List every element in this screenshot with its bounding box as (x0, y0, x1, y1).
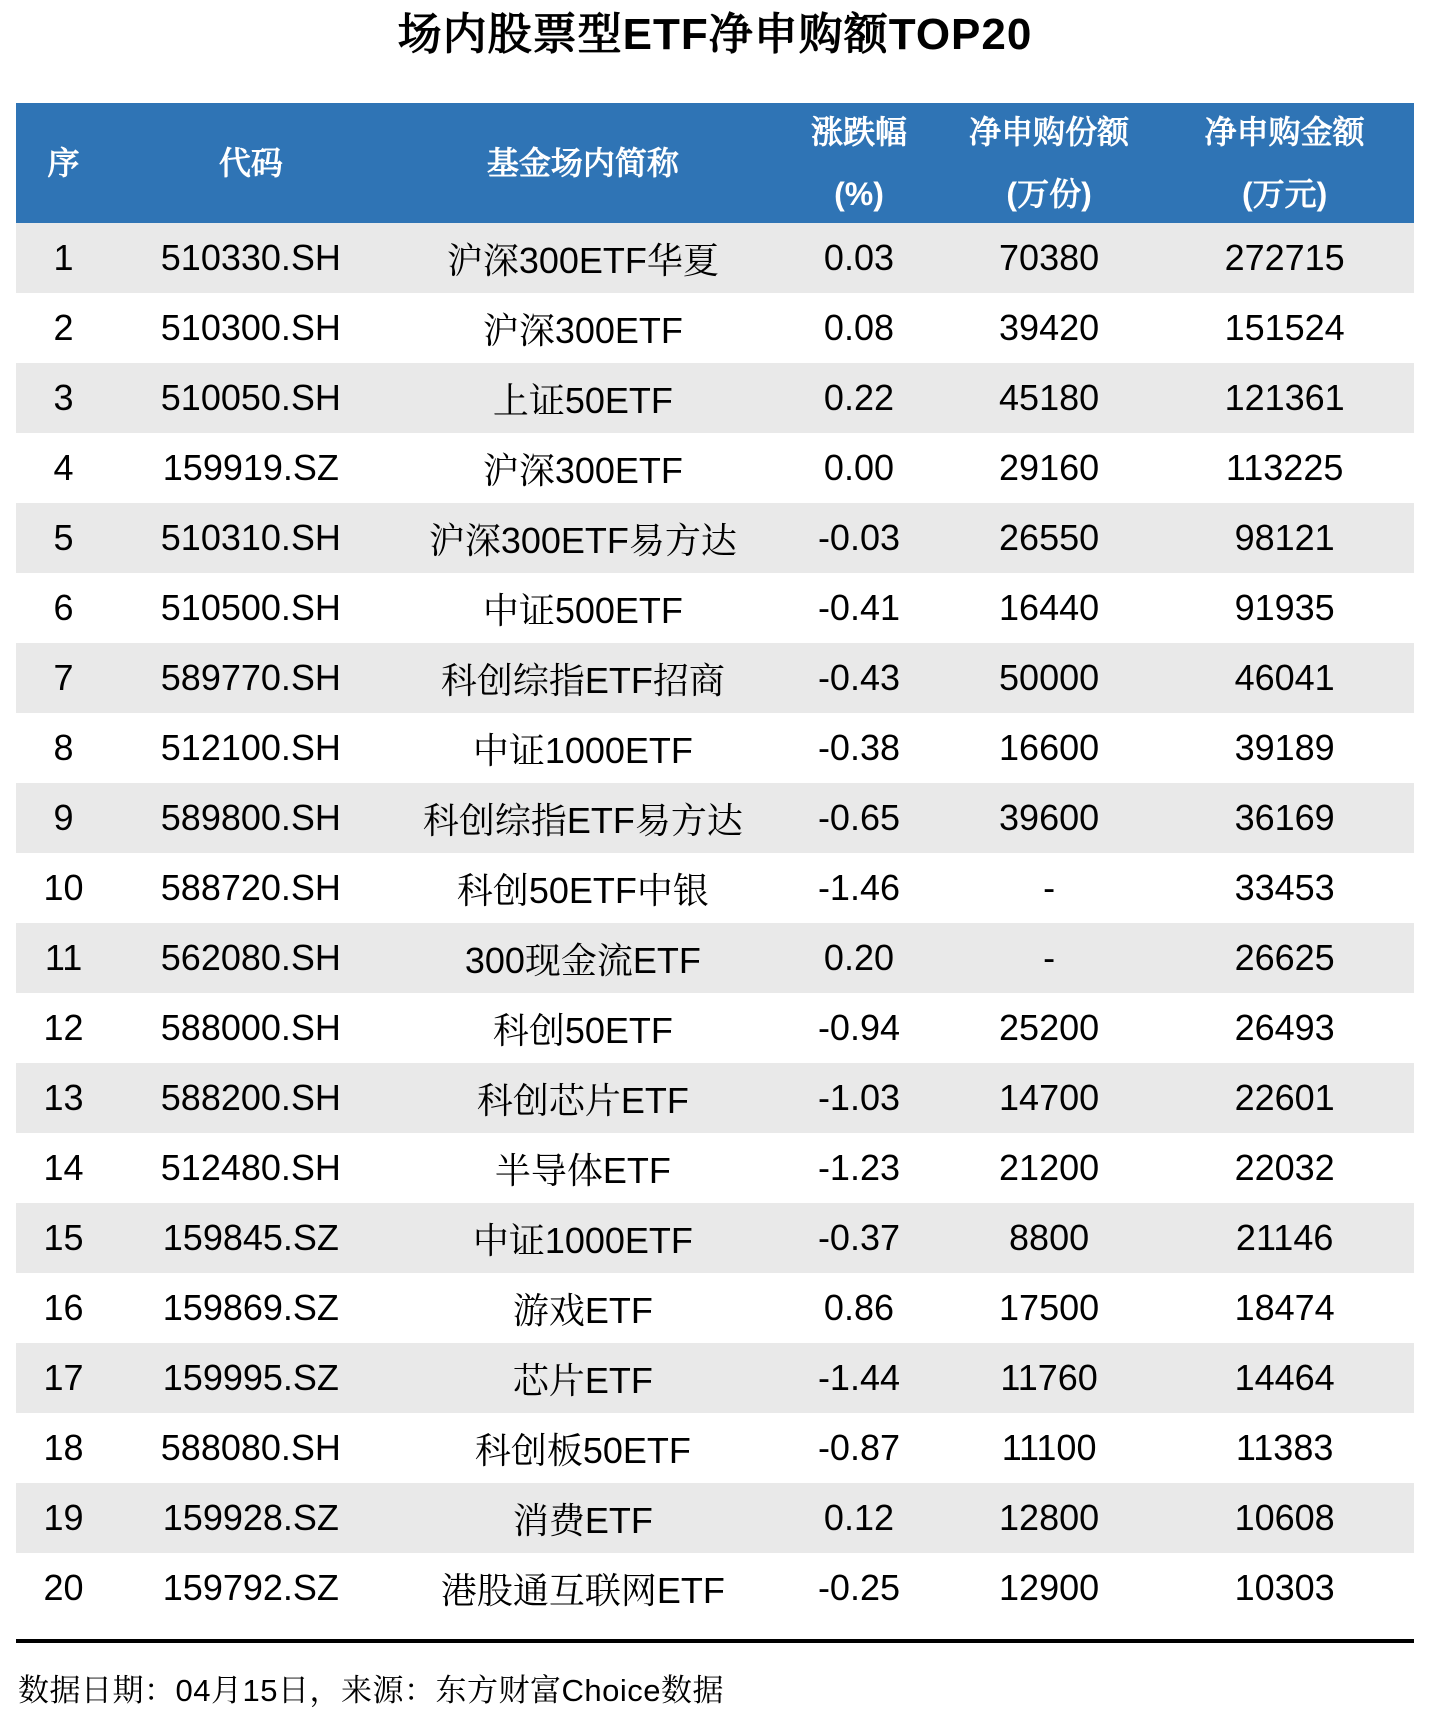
table-row (16, 1203, 1414, 1273)
table-cell: 589800.SH (160, 797, 341, 838)
table-cell: 159928.SZ (162, 1497, 339, 1538)
table-row (16, 223, 1414, 293)
column-header-label: 净申购金额 (1204, 114, 1365, 150)
table-cell: -0.94 (817, 1007, 900, 1048)
table-cell: -0.65 (817, 797, 900, 838)
table-cell: 159845.SZ (162, 1217, 339, 1258)
table-row (16, 713, 1414, 783)
table-row (16, 1553, 1414, 1623)
table-cell: 26550 (999, 517, 1100, 558)
table-cell: 10303 (1234, 1567, 1335, 1608)
table-cell: 159919.SZ (162, 447, 339, 488)
table-cell: 121361 (1224, 377, 1345, 418)
table-cell: 45180 (999, 377, 1100, 418)
table-cell: 5 (53, 517, 74, 558)
table-row (16, 993, 1414, 1063)
table-cell: 科创板50ETF (474, 1429, 691, 1471)
table-cell: 14 (43, 1147, 84, 1188)
table-cell: 12 (43, 1007, 84, 1048)
table-cell: 151524 (1224, 307, 1345, 348)
table-cell: 沪深300ETF (482, 309, 683, 351)
table-cell: 39600 (999, 797, 1100, 838)
table-row (16, 643, 1414, 713)
table-row (16, 293, 1414, 363)
table-cell: 沪深300ETF (482, 449, 683, 491)
table-cell: 588200.SH (160, 1077, 341, 1118)
table-cell: 562080.SH (160, 937, 341, 978)
table-cell: 36169 (1234, 797, 1335, 838)
table-cell: -0.43 (817, 657, 900, 698)
table-cell: 18474 (1234, 1287, 1335, 1328)
table-cell: 中证1000ETF (472, 1219, 693, 1261)
table-cell: 159792.SZ (162, 1567, 339, 1608)
table-cell: 10608 (1234, 1497, 1335, 1538)
column-header-code (111, 103, 391, 223)
table-cell: -0.38 (817, 727, 900, 768)
table-cell: 510300.SH (160, 307, 341, 348)
table-row (16, 1133, 1414, 1203)
table-cell: 4 (53, 447, 74, 488)
table-cell: 11760 (1000, 1357, 1098, 1398)
table-cell: 16 (43, 1287, 84, 1328)
table-cell: 29160 (999, 447, 1100, 488)
table-cell: 半导体ETF (494, 1149, 671, 1191)
table-cell: 16440 (999, 587, 1100, 628)
table-cell: 16600 (999, 727, 1100, 768)
table-cell: 6 (53, 587, 74, 628)
table-cell: 113225 (1225, 447, 1344, 488)
table-cell: 沪深300ETF华夏 (446, 239, 719, 281)
table-cell: 1 (53, 237, 74, 278)
table-cell: -1.23 (817, 1147, 900, 1188)
table-cell: 512480.SH (160, 1147, 341, 1188)
table-cell: 159995.SZ (162, 1357, 339, 1398)
column-header-net-subscription-shares (943, 103, 1155, 223)
table-cell: -0.03 (817, 517, 900, 558)
table-cell: 7 (53, 657, 74, 698)
table-cell: -0.25 (817, 1567, 900, 1608)
table-cell: 0.03 (823, 237, 894, 278)
table-cell: 科创50ETF中银 (456, 869, 709, 911)
table-cell: 2 (53, 307, 74, 348)
table-cell: -0.37 (817, 1217, 900, 1258)
table-row (16, 1413, 1414, 1483)
table-row (16, 363, 1414, 433)
table-cell: -1.03 (817, 1077, 900, 1118)
table-cell: 510310.SH (160, 517, 341, 558)
table-row (16, 503, 1414, 573)
table-cell: 18 (43, 1427, 84, 1468)
table-cell: 0.20 (823, 937, 894, 978)
table-row (16, 573, 1414, 643)
table-cell: 0.86 (823, 1287, 894, 1328)
table-cell: 12800 (999, 1497, 1100, 1538)
table-cell: 20 (43, 1567, 84, 1608)
table-cell: 14464 (1234, 1357, 1335, 1398)
column-header-unit: (%) (834, 176, 884, 212)
table-row (16, 1483, 1414, 1553)
table-cell: 14700 (999, 1077, 1100, 1118)
table-row (16, 433, 1414, 503)
table-cell: 70380 (999, 237, 1100, 278)
table-cell: 中证500ETF (482, 589, 683, 631)
table-cell: 25200 (999, 1007, 1100, 1048)
column-header-label: 序 (47, 145, 80, 181)
column-header-label: 涨跌幅 (810, 114, 907, 150)
table-cell: 588080.SH (160, 1427, 341, 1468)
table-cell: 科创综指ETF招商 (440, 659, 725, 701)
table-cell: 0.22 (823, 377, 894, 418)
table-header-row (16, 103, 1414, 223)
table-cell: 98121 (1234, 517, 1335, 558)
table-cell: 39420 (999, 307, 1100, 348)
table-cell: 589770.SH (160, 657, 341, 698)
table-cell: 15 (43, 1217, 84, 1258)
etf-table (16, 103, 1414, 1623)
table-cell: 上证50ETF (492, 379, 673, 421)
table-cell: 588000.SH (160, 1007, 341, 1048)
column-header-fund-name (391, 103, 775, 223)
table-cell: 0.00 (823, 447, 894, 488)
table-cell: 17500 (999, 1287, 1100, 1328)
table-cell: 科创50ETF (492, 1009, 673, 1051)
data-source-note: 数据日期：04月15日，来源：东方财富Choice数据 (18, 1673, 724, 1708)
table-cell: 22601 (1234, 1077, 1335, 1118)
footer-divider (16, 1639, 1414, 1643)
table-cell: 港股通互联网ETF (440, 1569, 725, 1611)
table-cell: - (1043, 867, 1056, 908)
table-cell: 26625 (1234, 937, 1335, 978)
table-cell: -1.44 (817, 1357, 900, 1398)
column-header-unit: (万份) (1006, 176, 1092, 212)
table-cell: 26493 (1234, 1007, 1335, 1048)
table-cell: 33453 (1234, 867, 1335, 908)
table-cell: 159869.SZ (162, 1287, 339, 1328)
table-cell: 13 (43, 1077, 84, 1118)
table-cell: 中证1000ETF (472, 729, 693, 771)
column-header-label: 基金场内简称 (486, 145, 679, 181)
table-cell: 11100 (1001, 1427, 1097, 1468)
table-cell: 科创综指ETF易方达 (422, 799, 743, 841)
table-cell: - (1043, 937, 1056, 978)
table-cell: 3 (53, 377, 74, 418)
table-cell: 9 (53, 797, 74, 838)
table-cell: -1.46 (817, 867, 900, 908)
table-cell: 22032 (1234, 1147, 1335, 1188)
table-body (16, 223, 1414, 1623)
table-row (16, 783, 1414, 853)
table-row (16, 853, 1414, 923)
table-cell: 39189 (1234, 727, 1335, 768)
table-cell: 91935 (1234, 587, 1335, 628)
page-title: 场内股票型ETF净申购额TOP20 (397, 10, 1033, 59)
table-cell: 588720.SH (160, 867, 341, 908)
table-cell: 11383 (1235, 1427, 1334, 1468)
table-cell: 19 (43, 1497, 84, 1538)
table-cell: 8800 (1009, 1217, 1090, 1258)
table-cell: 消费ETF (512, 1499, 653, 1541)
table-cell: 12900 (999, 1567, 1100, 1608)
column-header-change-pct (775, 103, 943, 223)
table-cell: 科创芯片ETF (476, 1079, 689, 1121)
table-cell: 0.08 (823, 307, 894, 348)
table-cell: 8 (53, 727, 74, 768)
table-cell: 10 (43, 867, 84, 908)
column-header-index (16, 103, 111, 223)
column-header-label: 净申购份额 (969, 114, 1130, 150)
table-cell: 11 (44, 937, 83, 978)
table-cell: 512100.SH (160, 727, 341, 768)
table-cell: 510330.SH (160, 237, 341, 278)
column-header-unit: (万元) (1241, 176, 1328, 212)
table-cell: 芯片ETF (512, 1359, 653, 1401)
table-cell: 21146 (1235, 1217, 1334, 1258)
column-header-net-subscription-amount (1155, 103, 1414, 223)
table-cell: 510050.SH (160, 377, 341, 418)
table-cell: -0.41 (817, 587, 900, 628)
table-cell: 0.12 (823, 1497, 894, 1538)
table-row (16, 1063, 1414, 1133)
table-cell: 50000 (999, 657, 1100, 698)
table-row (16, 1343, 1414, 1413)
column-header-label: 代码 (218, 145, 283, 181)
table-cell: 272715 (1224, 237, 1345, 278)
table-cell: 46041 (1234, 657, 1335, 698)
table-cell: 沪深300ETF易方达 (428, 519, 737, 561)
table-row (16, 1273, 1414, 1343)
table-cell: 300现金流ETF (464, 939, 701, 981)
table-cell: 游戏ETF (512, 1289, 653, 1331)
table-cell: 17 (43, 1357, 84, 1398)
table-cell: -0.87 (817, 1427, 900, 1468)
table-row (16, 923, 1414, 993)
table-cell: 21200 (999, 1147, 1100, 1188)
table-cell: 510500.SH (160, 587, 341, 628)
